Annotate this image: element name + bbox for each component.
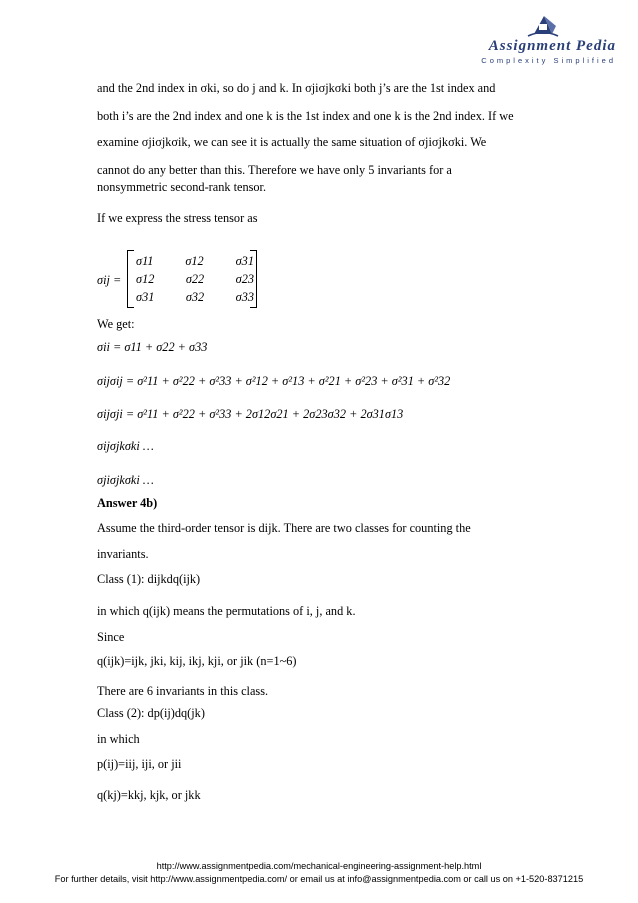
logo-emblem-icon bbox=[526, 12, 560, 40]
paragraph-line: p(ij)=iij, iji, or jii bbox=[97, 757, 182, 771]
paragraph-line: q(ijk)=ijk, jki, kij, ikj, kji, or jik (n=1~6) bbox=[97, 654, 297, 668]
paragraph-line: Class (2): dp(ij)dq(jk) bbox=[97, 706, 205, 720]
section-heading: Answer 4b) bbox=[97, 496, 158, 510]
footer-url-link[interactable]: http://www.assignmentpedia.com/mechanical-engineering-assignment-help.html bbox=[156, 861, 482, 871]
matrix-cell: σ32 bbox=[185, 290, 205, 304]
footer-contact: For further details, visit http://www.assignmentpedia.com/ or email us at info@assignmentpedia.com or call us on +1-520-8371215 bbox=[54, 874, 584, 884]
paragraph-line: and the 2nd index in σki, so do j and k. In σjiσjkσki both j’s are the 1st index and bbox=[97, 81, 496, 95]
matrix-cell: σ31 bbox=[136, 290, 155, 304]
paragraph-line: We get: bbox=[97, 317, 135, 331]
logo-title: Assignment Pedia bbox=[488, 38, 616, 54]
paragraph-line: nonsymmetric second-rank tensor. bbox=[97, 180, 267, 194]
matrix-cell: σ12 bbox=[136, 272, 155, 286]
paragraph-line: If we express the stress tensor as bbox=[97, 211, 258, 225]
paragraph-line: cannot do any better than this. Therefore we have only 5 invariants for a bbox=[97, 163, 452, 177]
matrix-cell: σ33 bbox=[235, 290, 254, 304]
paragraph-line: Assume the third-order tensor is dijk. There are two classes for counting the bbox=[97, 521, 471, 535]
paragraph-line: in which q(ijk) means the permutations of i, j, and k. bbox=[97, 604, 356, 618]
paragraph-line: Since bbox=[97, 630, 125, 644]
paragraph-line: q(kj)=kkj, kjk, or jkk bbox=[97, 788, 201, 802]
matrix-cell: σ23 bbox=[235, 272, 254, 286]
equation: σjiσjkσki … bbox=[97, 473, 154, 487]
paragraph-line: in which bbox=[97, 732, 140, 746]
matrix-row bbox=[136, 289, 254, 306]
matrix-row bbox=[136, 253, 254, 270]
paragraph-line: examine σjiσjkσik, we can see it is actually the same situation of σjiσjkσki. We bbox=[97, 135, 487, 149]
paragraph-line: invariants. bbox=[97, 547, 149, 561]
matrix-cell: σ11 bbox=[136, 254, 154, 268]
assignmentpedia-logo bbox=[466, 12, 616, 64]
equation: σijσji = σ²11 + σ²22 + σ²33 + 2σ12σ21 + 2σ23σ32 + 2σ31σ13 bbox=[97, 407, 404, 421]
matrix-cell: σ31 bbox=[235, 254, 254, 268]
matrix-lhs: σij = bbox=[97, 273, 122, 287]
equation: σijσjkσki … bbox=[97, 439, 154, 453]
matrix-row bbox=[136, 271, 254, 288]
paragraph-line: There are 6 invariants in this class. bbox=[97, 684, 269, 698]
equation: σii = σ11 + σ22 + σ33 bbox=[97, 340, 208, 354]
paragraph-line: both i’s are the 2nd index and one k is the 1st index and one k is the 2nd index. If we bbox=[97, 109, 514, 123]
paragraph-line: Class (1): dijkdq(ijk) bbox=[97, 572, 201, 586]
equation: σijσij = σ²11 + σ²22 + σ²33 + σ²12 + σ²13 + σ²21 + σ²23 + σ²31 + σ²32 bbox=[97, 374, 451, 388]
matrix-cell: σ12 bbox=[185, 254, 204, 268]
stress-tensor-matrix bbox=[97, 250, 277, 310]
logo-tagline: Complexity Simplified bbox=[481, 56, 616, 65]
matrix-cell: σ22 bbox=[185, 272, 205, 286]
matrix-bracket bbox=[127, 250, 257, 308]
